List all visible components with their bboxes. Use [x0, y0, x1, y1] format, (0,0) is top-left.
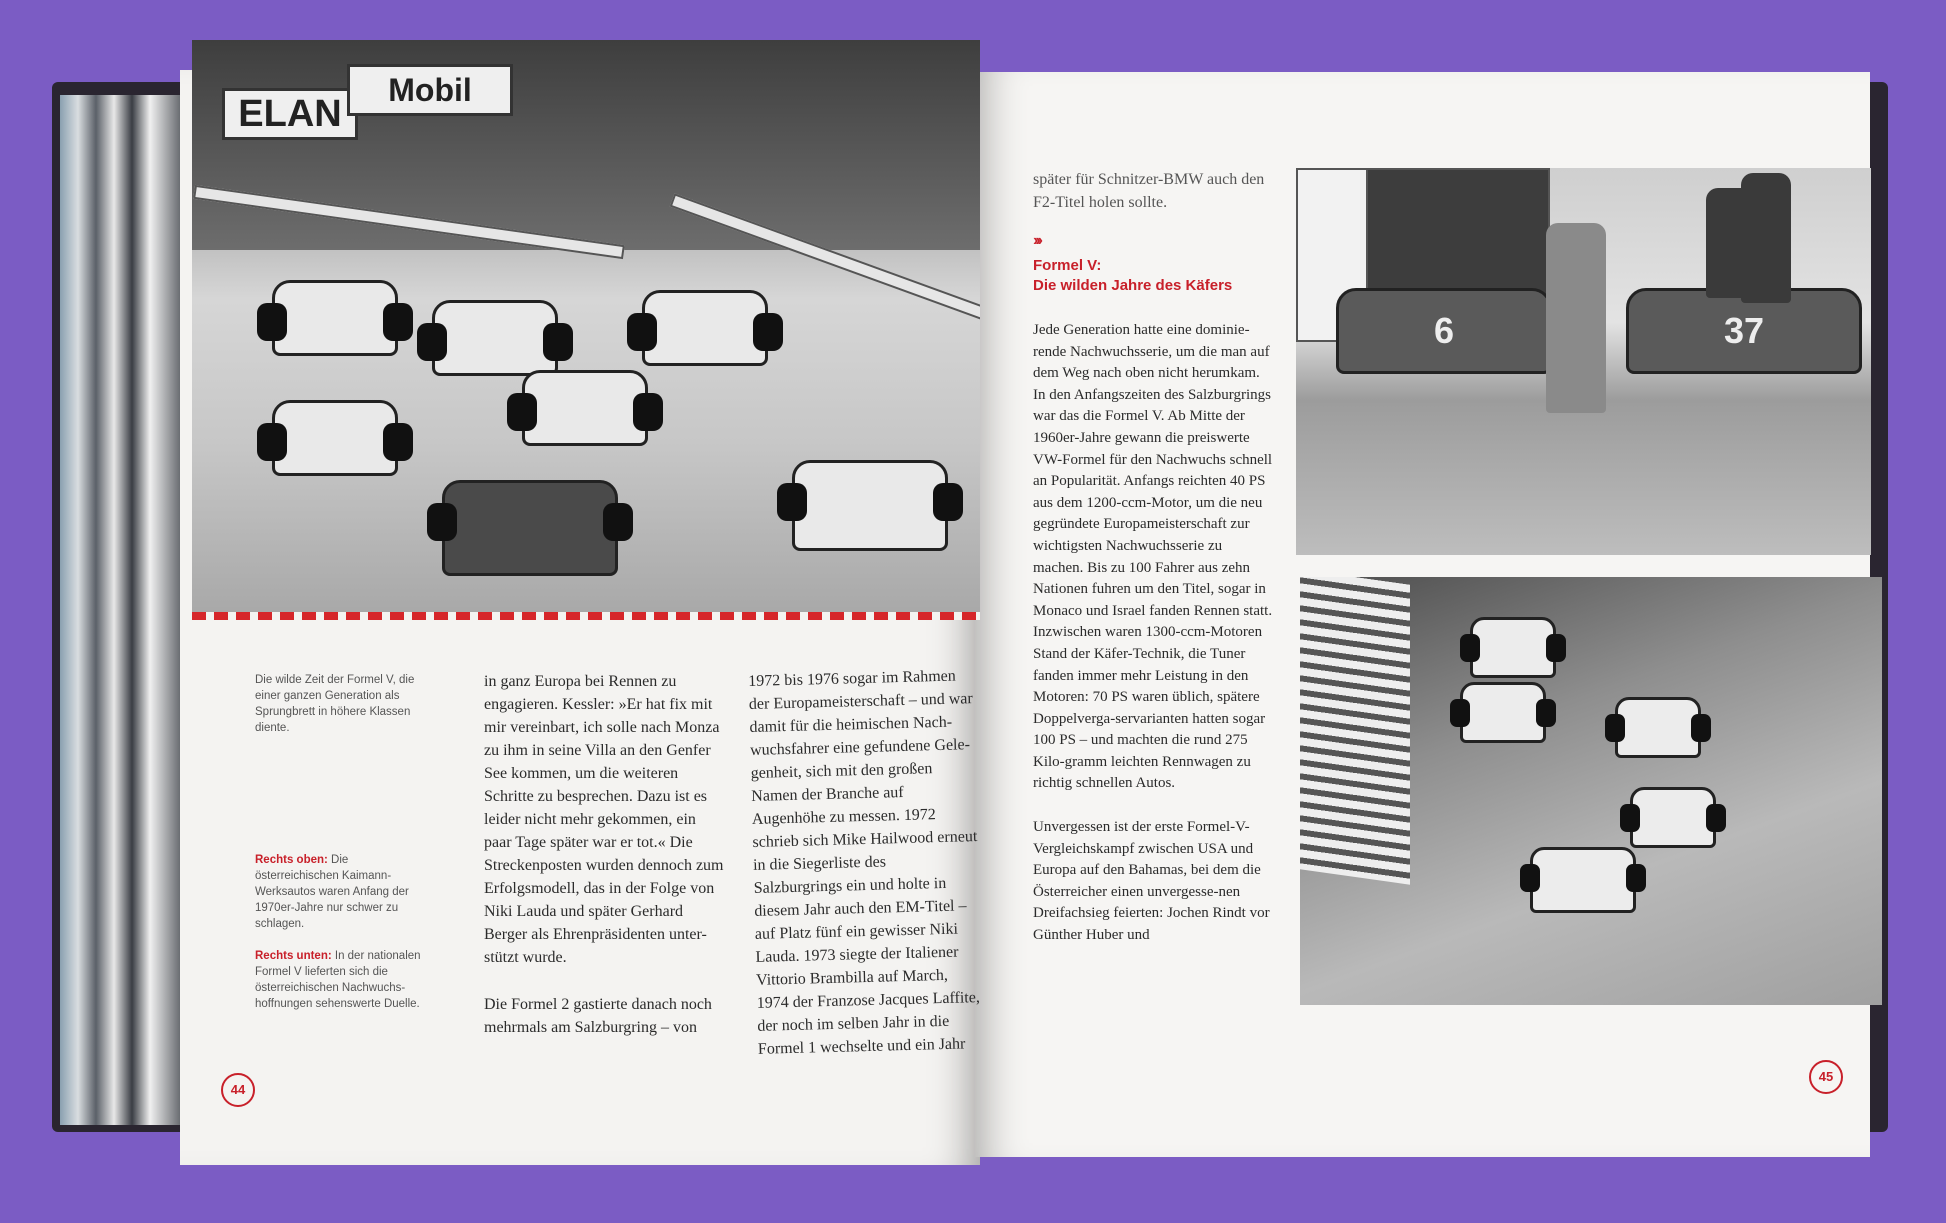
race-car: 6	[1336, 288, 1552, 374]
heading-line: Formel V:	[1033, 257, 1102, 274]
race-car	[1470, 617, 1556, 678]
race-car	[272, 280, 398, 356]
paddock-photo	[1296, 168, 1871, 555]
caption-text: Die österreichischen Kaimann-Werksautos waren Anfang der 1970er-Jahre nur schwer zu schlagen.	[255, 854, 409, 930]
caption-label: Rechts oben:	[255, 854, 328, 866]
text-column-right	[1033, 320, 1273, 947]
caption-text: In der nationalen Formel V lieferten sich die österreichischen Nachwuchs-hoffnungen sehenswerte Duelle.	[255, 950, 421, 1010]
paragraph: Jede Generation hatte eine dominie-rende Nachwuchsserie, um die man auf dem Weg nach oben nicht herumkam. In den Anfangszeiten des Salzburgrings war das die Formel V. Ab Mitte der 1960er-Jahre gewann die preiswerte VW-Formel für den Nachwuchs schnell an Popularität. Anfangs reichten 40 PS aus dem 1200-ccm-Motor, um die neu gegründete Europameisterschaft zur wichtigsten Nachwuchsserie zu machen. Bis zu 100 Fahrer aus zehn Nationen fuhren um den Titel, sogar in Monaco und Israel fanden Rennen statt. Inzwischen waren 1300-ccm-Motoren Stand der Käfer-Technik, die Tuner fanden immer mehr Leistung in den Motoren: 70 PS waren üblich, spätere Doppelverga-servarianten hatten sogar 100 PS – und machten die rund 275 Kilo-gramm leichten Rennwagen zu richtig schnellen Autos.	[1033, 322, 1273, 792]
race-car: 37	[1626, 288, 1862, 374]
caption-top-right	[255, 852, 430, 932]
elan-banner: ELAN	[222, 88, 358, 140]
paragraph: in ganz Europa bei Rennen zu engagieren. Kessler: »Er hat fix mit mir vereinbart, ich solle nach Monza zu ihm in seine Villa an den Genfer See kommen, um die weiteren Schritte zu besprechen. Dazu ist es leider nicht mehr gekommen, ein paar Tage später war er tot.« Die Streckenposten wurden dennoch zum Erfolgsmodell, das in der Folge von Niki Lauda und später Gerhard Berger als Ehrenpräsidenten unter-stützt wurde.	[484, 673, 724, 966]
race-car	[442, 480, 618, 576]
race-car	[1530, 847, 1636, 913]
paragraph: 1972 bis 1976 sogar im Rahmen der Europameisterschaft – und war damit für die heimischen Nach-wuchsfahrer eine gefundene Gele-genheit, sich mit den großen Namen der Branche auf Augenhöhe zu messen. 1972 schrieb sich Mike Hailwood erneut in die Siegerliste des Salzburgrings ein und holte in diesem Jahr auch den EM-Titel – auf Platz fünf ein gewisser Niki Lauda. 1973 siegte der Italiener Vittorio Brambilla auf March, 1974 der Franzose Jacques Laffite, der noch im selben Jahr in die Formel 1 wechselte und ein Jahr	[748, 667, 981, 1058]
caption-bottom-right	[255, 948, 430, 1012]
person	[1741, 173, 1791, 303]
race-car	[792, 460, 948, 551]
race-car	[432, 300, 558, 376]
page-stack	[60, 95, 180, 1125]
race-car	[522, 370, 648, 446]
mobil-banner: Mobil	[347, 64, 513, 116]
photo-caption: Die wilde Zeit der Formel V, die einer ganzen Generation als Sprungbrett in höhere Klassen diente.	[255, 674, 415, 734]
race-car	[1460, 682, 1546, 743]
checkered-divider	[192, 612, 980, 620]
text-column-1	[484, 670, 724, 1039]
guardrail	[1300, 577, 1410, 885]
page-number-right: 45	[1809, 1060, 1843, 1094]
text-column-2	[748, 664, 983, 1061]
mechanic	[1546, 223, 1606, 413]
race-car	[1615, 697, 1701, 758]
chevron-icon: ›››	[1033, 232, 1040, 249]
paragraph: Unvergessen ist der erste Formel-V-Vergleichskampf zwischen USA und Europa auf den Bahamas, bei dem die Österreicher einen unvergesse-nen Dreifachsieg feierten: Jochen Rindt vor Günther Huber und	[1033, 819, 1270, 944]
race-car	[642, 290, 768, 366]
track-photo	[1300, 577, 1882, 1005]
page-number-left: 44	[221, 1073, 255, 1107]
section-heading	[1033, 256, 1273, 296]
continued-text: später für Schnitzer-BMW auch den F2-Titel holen sollte.	[1033, 171, 1265, 211]
caption-label: Rechts unten:	[255, 950, 332, 962]
hillside	[192, 40, 980, 250]
paragraph: Die Formel 2 gastierte danach noch mehrmals am Salzburgring – von	[484, 996, 712, 1036]
race-car	[1630, 787, 1716, 848]
race-start-photo	[192, 40, 980, 615]
heading-line: Die wilden Jahre des Käfers	[1033, 277, 1233, 294]
race-car	[272, 400, 398, 476]
